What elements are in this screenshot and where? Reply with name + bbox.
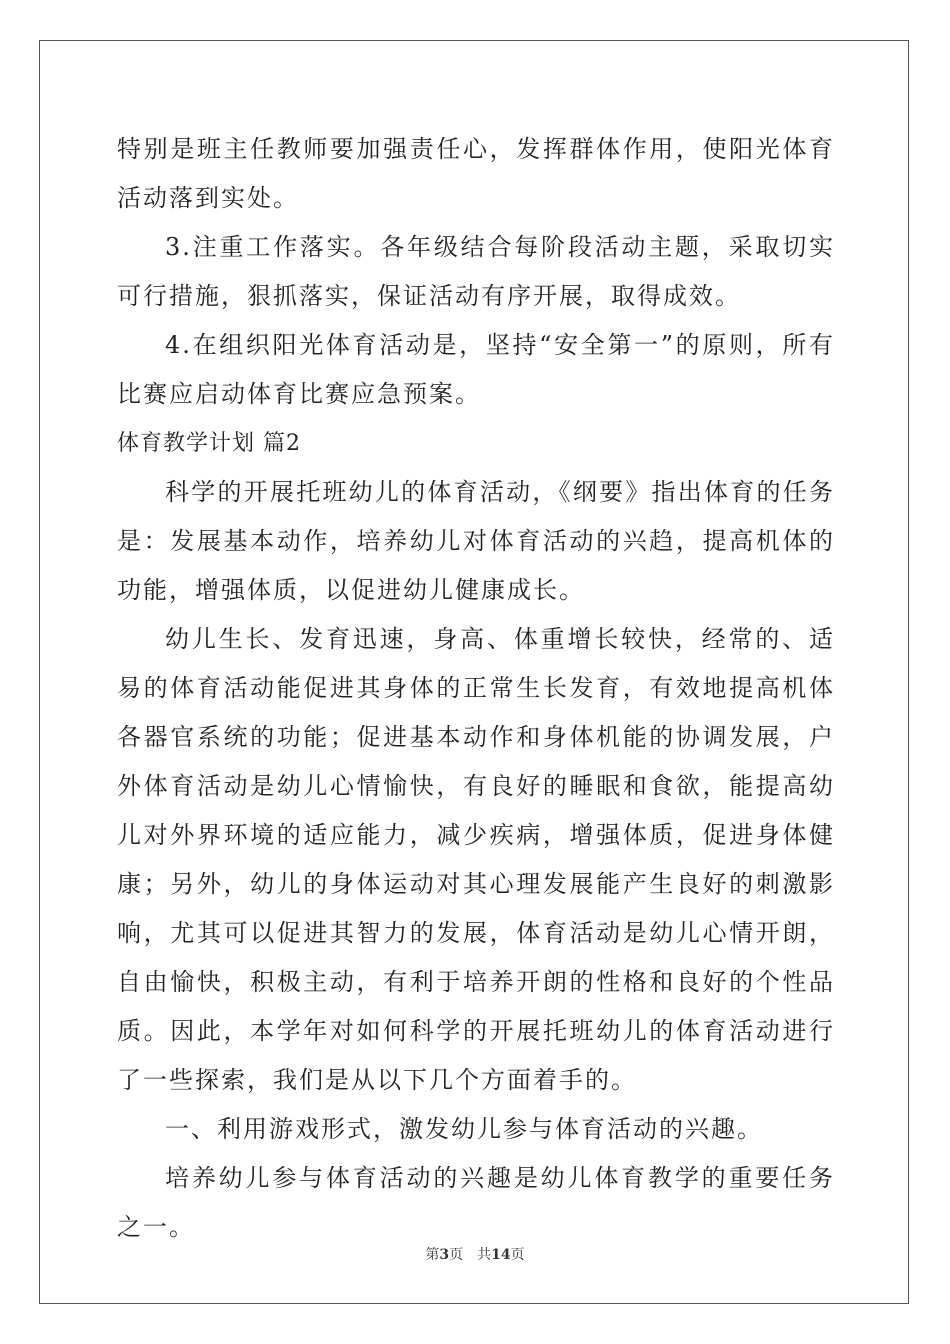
page-suffix: 页 — [449, 1247, 464, 1263]
total-suffix: 页 — [510, 1247, 525, 1263]
total-prefix: 共 — [477, 1247, 492, 1263]
page-footer — [0, 1244, 950, 1264]
page-prefix: 第 — [425, 1247, 440, 1263]
paragraph: 特别是班主任教师要加强责任心，发挥群体作用，使阳光体育活动落到实处。 — [117, 135, 835, 212]
paragraph: 一、利用游戏形式，激发幼儿参与体育活动的兴趣。 — [165, 1115, 763, 1143]
paragraph: 3.注重工作落实。各年级结合每阶段活动主题，采取切实可行措施，狠抓落实，保证活动有序开展，取得成效。 — [117, 233, 835, 310]
paragraph: 幼儿生长、发育迅速，身高、体重增长较快，经常的、适易的体育活动能促进其身体的正常生长发育，有效地提高机体各器官系统的功能；促进基本动作和身体机能的协调发展，户外体育活动是幼儿心情愉快，有良好的睡眠和食欲，能提高幼儿对外界环境的适应能力，减少疾病，增强体质，促进身体健康；另外，幼儿的身体运动对其心理发展能产生良好的刺激影响，尤其可以促进其智力的发展，体育活动是幼儿心情开朗，自由愉快，积极主动，有利于培养开朗的性格和良好的个性品质。因此，本学年对如何科学的开展托班幼儿的体育活动进行了一些探索，我们是从以下几个方面着手的。 — [117, 625, 835, 1094]
document-body — [117, 125, 835, 1252]
page-number: 3 — [439, 1247, 450, 1263]
paragraph: 培养幼儿参与体育活动的兴趣是幼儿体育教学的重要任务之一。 — [117, 1164, 835, 1241]
section-heading: 体育教学计划 篇2 — [117, 431, 301, 456]
total-pages: 14 — [491, 1247, 511, 1263]
paragraph: 科学的开展托班幼儿的体育活动，《纲要》指出体育的任务是：发展基本动作，培养幼儿对体育活动的兴趋，提高机体的功能，增强体质，以促进幼儿健康成长。 — [117, 478, 835, 604]
paragraph: 4.在组织阳光体育活动是，坚持“安全第一”的原则，所有比赛应启动体育比赛应急预案。 — [117, 331, 835, 408]
